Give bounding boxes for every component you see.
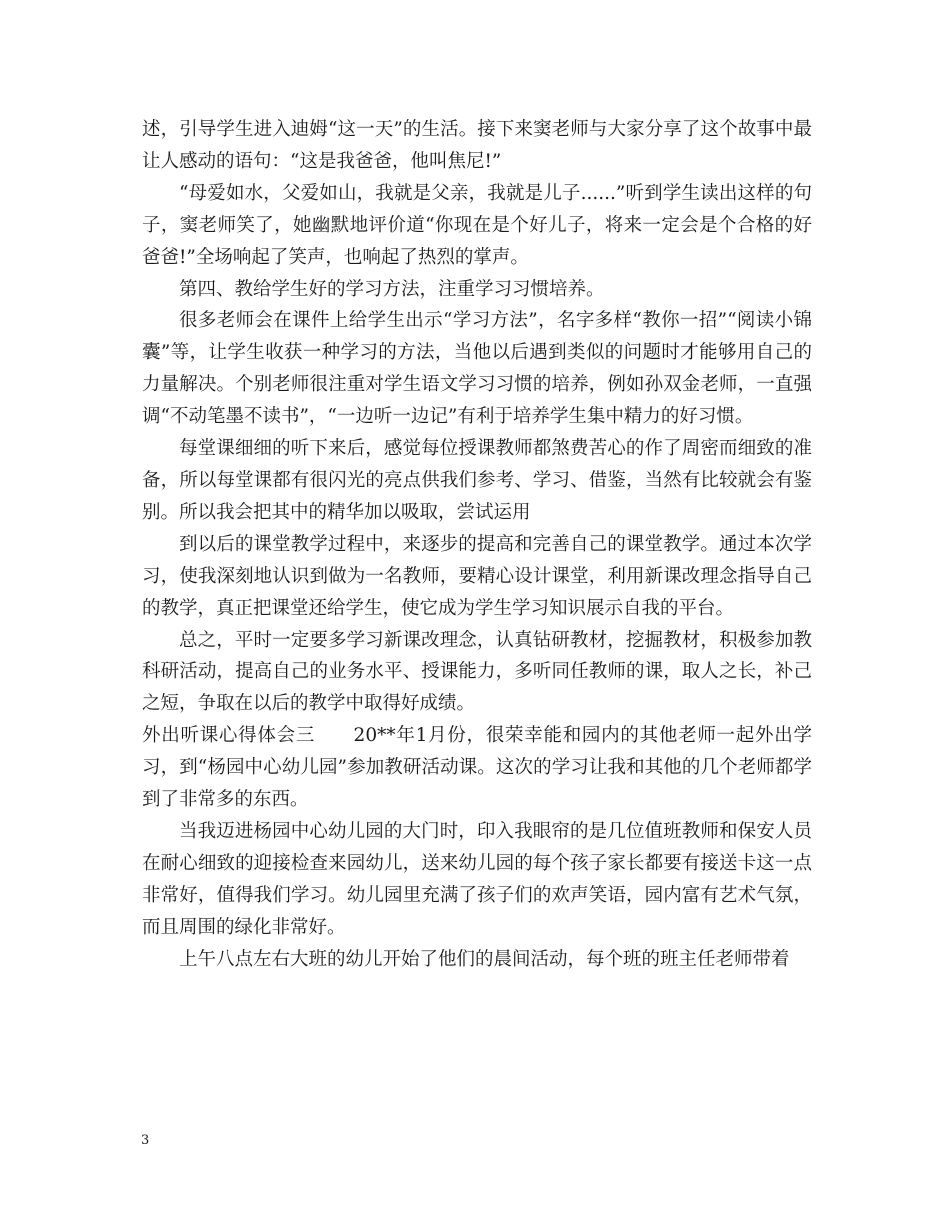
- page-number: 3: [141, 1133, 150, 1148]
- paragraph: 当我迈进杨园中心幼儿园的大门时，印入我眼帘的是几位值班教师和保安人员在耐心细致的迎接检查来园幼儿，送来幼儿园的每个孩子家长都要有接送卡这一点非常好，值得我们学习。幼儿园里充满了孩子们的欢声笑语，园内富有艺术气氛，而且周围的绿化非常好。: [142, 820, 812, 938]
- paragraph: “母爱如水，父爱如山，我就是父亲，我就是儿子......”听到学生读出这样的句子，窦老师笑了，她幽默地评价道“你现在是个好儿子，将来一定会是个合格的好爸爸!”全场响起了笑声，也响起了热烈的掌声。: [142, 182, 812, 268]
- paragraph: 述，引导学生进入迪姆“这一天”的生活。接下来窦老师与大家分享了这个故事中最让人感动的语句：“这是我爸爸，他叫焦尼!”: [142, 119, 812, 172]
- paragraph: 很多老师会在课件上给学生出示“学习方法”，名字多样“教你一招”“阅读小锦囊”等，让学生收获一种学习的方法，当他以后遇到类似的问题时才能够用自己的力量解决。个别老师很注重对学生语文学习习惯的培养，例如孙双金老师，一直强调“不动笔墨不读书”，“一边听一边记”有利于培养学生集中精力的好习惯。: [142, 310, 812, 428]
- article-title-paragraph: 外出听课心得体会三 20**年1月份，很荣幸能和园内的其他老师一起外出学习，到“杨园中心幼儿园”参加教研活动课。这次的学习让我和其他的几个老师都学到了非常多的东西。: [142, 725, 812, 811]
- paragraph: 上午八点左右大班的幼儿开始了他们的晨间活动，每个班的班主任老师带着: [179, 948, 790, 970]
- paragraph: 到以后的课堂教学过程中，来逐步的提高和完善自己的课堂教学。通过本次学习，使我深刻地认识到做为一名教师，要精心设计课堂，利用新课改理念指导自己的教学，真正把课堂还给学生，使它成为学生学习知识展示自我的平台。: [142, 533, 812, 619]
- paragraph: 每堂课细细的听下来后，感觉每位授课教师都煞费苦心的作了周密而细致的准备，所以每堂课都有很闪光的亮点供我们参考、学习、借鉴，当然有比较就会有鉴别。所以我会把其中的精华加以吸取，尝试运用: [142, 438, 812, 523]
- body-text: [142, 114, 812, 975]
- section-heading: 第四、教给学生好的学习方法，注重学习习惯培养。: [179, 278, 605, 300]
- paragraph: 总之，平时一定要多学习新课改理念，认真钻研教材，挖掘教材，积极参加教科研活动，提高自己的业务水平、授课能力，多听同任教师的课，取人之长，补己之短，争取在以后的教学中取得好成绩。: [142, 629, 812, 715]
